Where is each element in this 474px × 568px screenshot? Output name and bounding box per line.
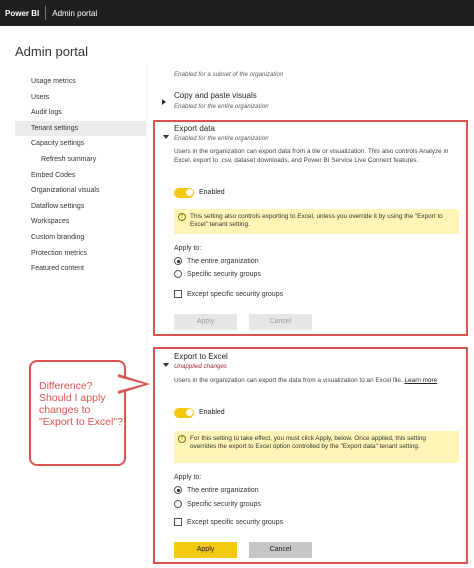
app-brand[interactable]: Power BI — [5, 8, 40, 18]
export-excel-radio-entire[interactable] — [174, 486, 259, 494]
sidebar-item-workspaces[interactable]: Workspaces — [31, 218, 70, 226]
export-data-radio-groups-label: Specific security groups — [187, 270, 261, 278]
export-excel-apply-to-label: Apply to: — [174, 474, 202, 481]
export-excel-description — [174, 377, 459, 386]
sidebar-item-tenant-settings[interactable]: Tenant settings — [15, 121, 146, 137]
checkbox-icon[interactable] — [174, 518, 182, 526]
previous-setting-status: Enabled for a subset of the organization — [174, 71, 284, 78]
annotation-callout-pointer-inner — [118, 377, 144, 391]
export-data-radio-entire[interactable] — [174, 257, 259, 265]
annotation-callout-text: Difference? Should I apply changes to "Export to Excel"? — [39, 380, 123, 428]
warning-icon: ! — [178, 213, 186, 221]
sidebar-item-custom-branding[interactable]: Custom branding — [31, 233, 85, 241]
radio-unselected-icon[interactable] — [174, 270, 182, 278]
export-excel-warning-text: For this setting to take effect, you must click Apply, below. Once applied, this setting overrides the export to Excel option controlled by the "Export data" tenant setting. — [190, 435, 426, 450]
sidebar-item-dataflow-settings[interactable]: Dataflow settings — [31, 202, 85, 210]
export-data-apply-to-label: Apply to: — [174, 245, 202, 252]
export-data-toggle[interactable] — [174, 188, 194, 198]
topbar-divider — [45, 6, 46, 20]
export-excel-collapse[interactable] — [163, 354, 169, 372]
export-data-cancel-button[interactable]: Cancel — [249, 314, 312, 330]
page-title: Admin portal — [15, 44, 88, 59]
export-excel-apply-button[interactable]: Apply — [174, 542, 237, 558]
copy-paste-title[interactable]: Copy and paste visuals — [174, 91, 257, 100]
sidebar-item-audit-logs[interactable]: Audit logs — [31, 109, 62, 117]
export-excel-cancel-button[interactable]: Cancel — [249, 542, 312, 558]
export-excel-toggle-row — [174, 404, 225, 422]
radio-selected-icon[interactable] — [174, 486, 182, 494]
export-data-warning-text: This setting also controls exporting to Excel, unless you override it by using the "Export to Excel" tenant setting. — [190, 213, 443, 228]
export-excel-radio-groups[interactable] — [174, 500, 261, 508]
warning-icon: ! — [178, 435, 186, 443]
export-excel-status: Unapplied changes — [174, 363, 227, 370]
export-excel-radio-entire-label: The entire organization — [187, 486, 259, 494]
annotation-callout — [29, 360, 126, 466]
sidebar-item-refresh-summary[interactable]: Refresh summary — [41, 155, 97, 163]
copy-paste-status: Enabled for the entire organization — [174, 103, 269, 110]
sidebar-item-capacity-settings[interactable]: Capacity settings — [31, 140, 85, 148]
export-data-except-label: Except specific security groups — [187, 290, 284, 298]
expand-arrow-icon[interactable] — [162, 99, 166, 105]
section-title: Admin portal — [52, 8, 98, 18]
export-excel-radio-groups-label: Specific security groups — [187, 500, 261, 508]
export-data-warning — [174, 209, 459, 234]
export-data-toggle-row — [174, 184, 225, 202]
radio-selected-icon[interactable] — [174, 257, 182, 265]
copy-paste-expander[interactable] — [162, 92, 166, 110]
export-excel-except-label: Except specific security groups — [187, 518, 284, 526]
export-data-except-checkbox[interactable] — [174, 290, 283, 298]
collapse-arrow-icon[interactable] — [163, 363, 169, 367]
radio-unselected-icon[interactable] — [174, 500, 182, 508]
sidebar-item-protection-metrics[interactable]: Protection metrics — [31, 249, 88, 257]
export-data-apply-button[interactable]: Apply — [174, 314, 237, 330]
sidebar-item-usage-metrics[interactable]: Usage metrics — [31, 78, 76, 85]
export-excel-description-text: Users in the organization can export the data from a visualization to an Excel file. — [174, 377, 403, 384]
export-data-status: Enabled for the entire organization — [174, 135, 269, 142]
export-excel-toggle-label: Enabled — [199, 409, 225, 417]
admin-sidebar — [15, 74, 146, 277]
sidebar-item-organizational-visuals[interactable]: Organizational visuals — [31, 187, 100, 195]
top-bar — [0, 0, 474, 26]
export-excel-title[interactable]: Export to Excel — [174, 352, 228, 361]
collapse-arrow-icon[interactable] — [163, 135, 169, 139]
export-data-collapse[interactable] — [163, 126, 169, 144]
export-data-title[interactable]: Export data — [174, 124, 215, 133]
export-excel-warning — [174, 431, 459, 463]
learn-more-link[interactable]: Learn more — [404, 377, 438, 384]
export-data-description: Users in the organization can export data from a tile or visualization. This also controls Analyze in Excel, export to .csv, dataset downloads, and Power BI Service Live Connect features. — [174, 148, 449, 164]
sidebar-item-embed-codes[interactable]: Embed Codes — [31, 171, 76, 179]
export-excel-except-checkbox[interactable] — [174, 518, 283, 526]
export-data-radio-groups[interactable] — [174, 270, 261, 278]
export-data-toggle-label: Enabled — [199, 189, 225, 197]
export-excel-toggle[interactable] — [174, 408, 194, 418]
content-divider — [146, 64, 147, 568]
sidebar-item-users[interactable]: Users — [31, 93, 50, 101]
checkbox-icon[interactable] — [174, 290, 182, 298]
export-data-radio-entire-label: The entire organization — [187, 257, 259, 265]
sidebar-item-featured-content[interactable]: Featured content — [31, 265, 84, 273]
